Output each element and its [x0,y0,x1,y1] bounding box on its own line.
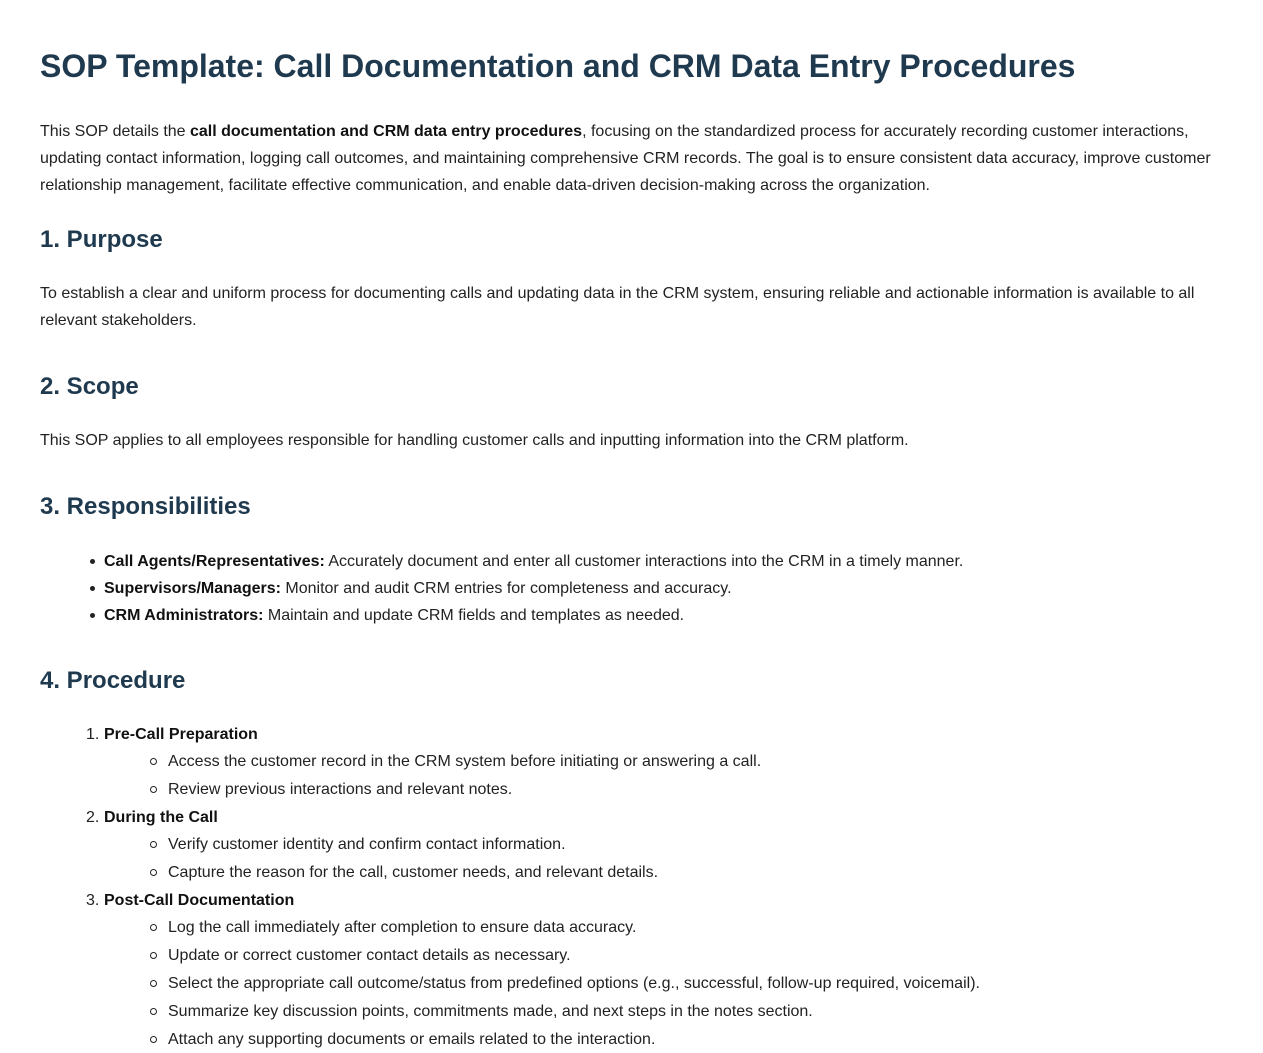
scope-text: This SOP applies to all employees responsible for handling customer calls and inputting information into the CRM platform. [40,432,909,449]
intro-text-start: This SOP details the [40,123,190,140]
step-number: 1. [86,726,100,743]
list-item: Update or correct customer contact details as necessary. [168,942,1223,969]
step-title: Post-Call Documentation [104,892,295,909]
list-item [104,575,1223,602]
intro-paragraph [40,118,1223,199]
role-description: Monitor and audit CRM entries for completeness and accuracy. [280,580,732,597]
list-item: Summarize key discussion points, commitments made, and next steps in the notes section. [168,998,1223,1025]
role-label: CRM Administrators: [104,607,264,624]
step-items [104,831,1223,886]
responsibilities-heading: 3. Responsibilities [40,493,251,520]
list-item: Capture the reason for the call, customer needs, and relevant details. [168,859,1223,886]
list-item: Review previous interactions and relevant notes. [168,776,1223,803]
procedure-step [86,804,1223,886]
role-label: Supervisors/Managers: [104,580,281,597]
list-item: Attach any supporting documents or emails related to the interaction. [168,1026,1223,1053]
role-label: Call Agents/Representatives: [104,553,325,570]
scope-heading: 2. Scope [40,373,139,400]
procedure-heading: 4. Procedure [40,667,186,694]
page-title: SOP Template: Call Documentation and CRM Data Entry Procedures [40,48,1076,84]
procedure-step [86,721,1223,803]
step-number: 3. [86,892,100,909]
procedure-steps [40,721,1223,1053]
step-title: During the Call [104,809,218,826]
role-description: Accurately document and enter all customer interactions into the CRM in a timely manner. [324,553,964,570]
list-item: Access the customer record in the CRM system before initiating or answering a call. [168,748,1223,775]
role-description: Maintain and update CRM fields and templates as needed. [263,607,685,624]
intro-bold-text: call documentation and CRM data entry procedures [190,123,583,140]
list-item: Log the call immediately after completion to ensure data accuracy. [168,914,1223,941]
intro-text-end: , focusing on the standardized process for accurately recording customer interactions, updating contact information, logging call outcomes, and maintaining comprehensive CRM records. The goal is to ensure consistent data accuracy, improve customer relationship management, facilitate effective communication, and enable data-driven decision-making across the organization. [40,123,1211,194]
purpose-text: To establish a clear and uniform process for documenting calls and updating data in the CRM system, ensuring reliable and actionable information is available to all relevant stakeholders. [40,285,1195,329]
procedure-step [86,887,1223,1053]
list-item [104,602,1223,629]
step-number: 2. [86,809,100,826]
purpose-heading: 1. Purpose [40,226,163,253]
responsibilities-list [40,548,1223,629]
list-item [104,548,1223,575]
list-item: Verify customer identity and confirm contact information. [168,831,1223,858]
list-item: Select the appropriate call outcome/status from predefined options (e.g., successful, follow-up required, voicemail). [168,970,1223,997]
step-items [104,914,1223,1053]
step-title: Pre-Call Preparation [104,726,258,743]
step-items [104,748,1223,803]
